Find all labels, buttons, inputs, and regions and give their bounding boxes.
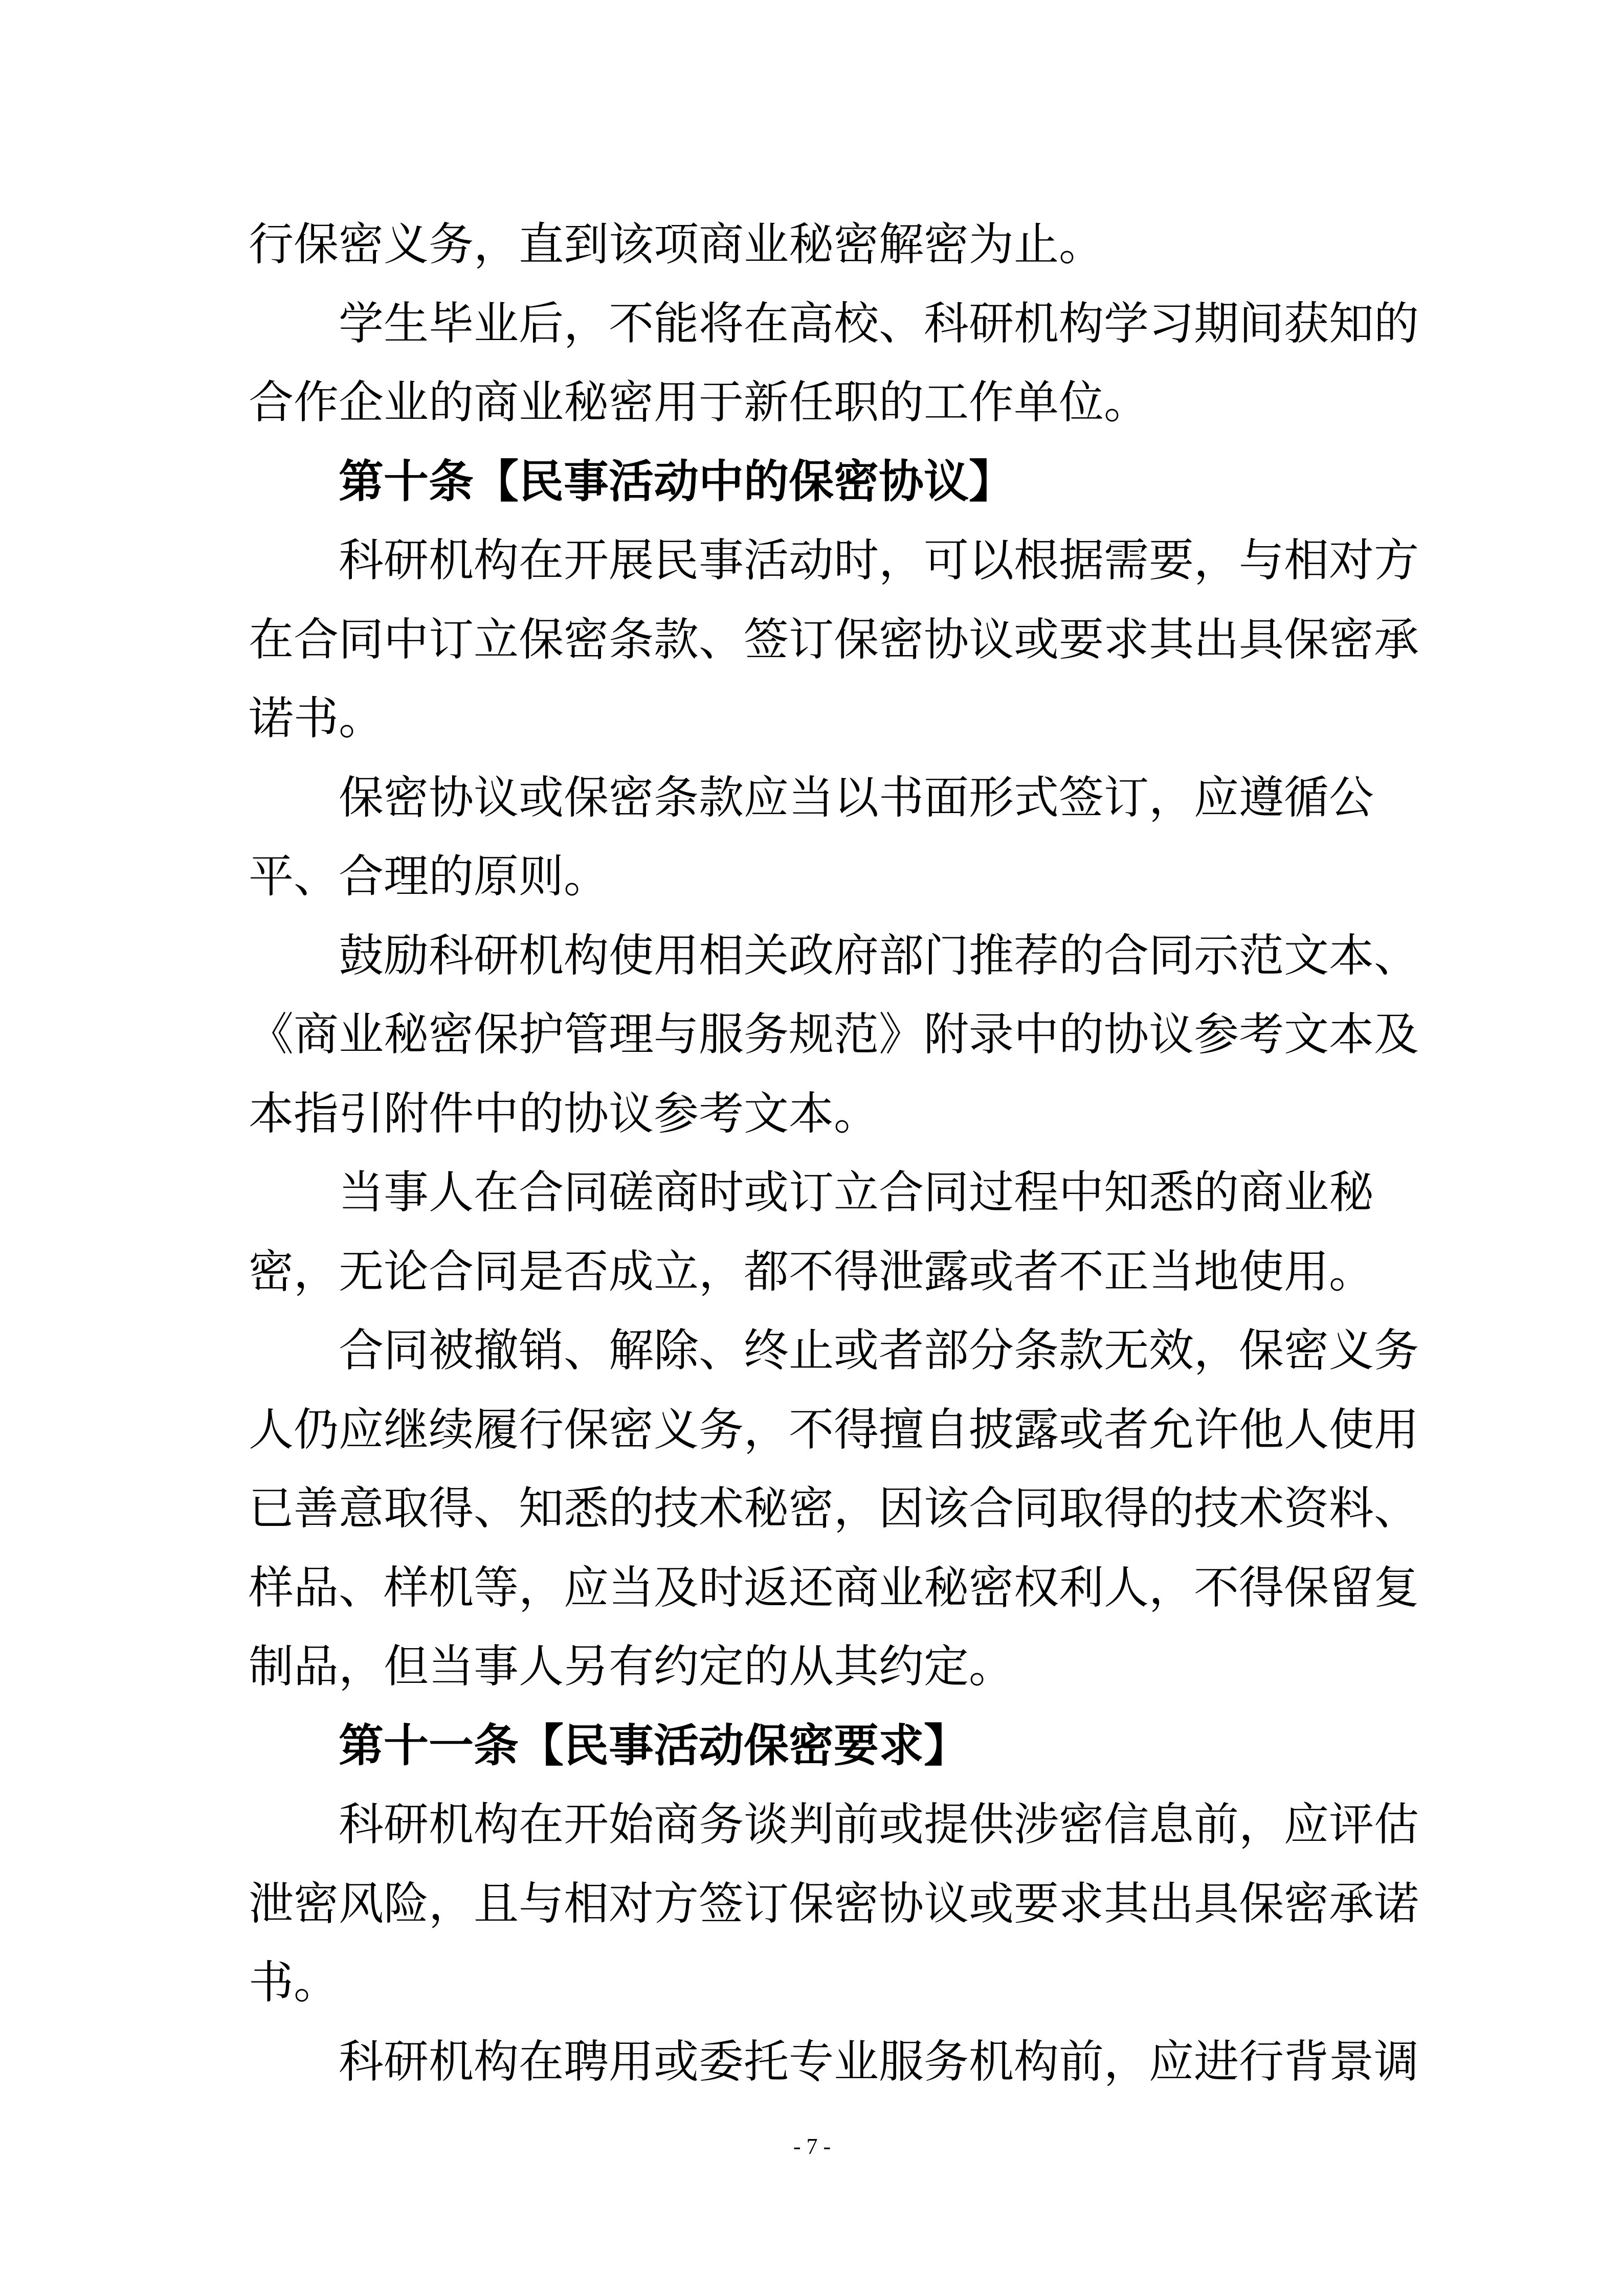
text-line: 在合同中订立保密条款、签订保密协议或要求其出具保密承 <box>249 615 1419 665</box>
text-line: 科研机构在开始商务谈判前或提供涉密信息前，应评估 <box>339 1800 1419 1850</box>
text-line: 科研机构在聘用或委托专业服务机构前，应进行背景调 <box>339 2037 1419 2087</box>
text-line: 《商业秘密保护管理与服务规范》附录中的协议参考文本及 <box>249 1010 1419 1060</box>
text-line: 科研机构在开展民事活动时，可以根据需要，与相对方 <box>339 536 1419 586</box>
heading-article-11: 第十一条【民事活动保密要求】 <box>339 1721 969 1771</box>
text-line: 合同被撤销、解除、终止或者部分条款无效，保密义务 <box>339 1326 1419 1376</box>
text-line: 样品、样机等，应当及时返还商业秘密权利人，不得保留复 <box>249 1563 1419 1613</box>
text-line: 平、合理的原则。 <box>249 852 609 902</box>
text-line: 合作企业的商业秘密用于新任职的工作单位。 <box>249 378 1149 428</box>
text-line: 诺书。 <box>249 694 384 744</box>
page-number: - 7 - <box>793 2134 831 2159</box>
text-line: 制品，但当事人另有约定的从其约定。 <box>249 1642 1014 1692</box>
text-line: 鼓励科研机构使用相关政府部门推荐的合同示范文本、 <box>339 931 1419 981</box>
text-line: 行保密义务，直到该项商业秘密解密为止。 <box>249 220 1104 270</box>
heading-article-10: 第十条【民事活动中的保密协议】 <box>339 457 1014 507</box>
text-line: 密，无论合同是否成立，都不得泄露或者不正当地使用。 <box>249 1247 1374 1297</box>
text-line: 本指引附件中的协议参考文本。 <box>249 1089 879 1139</box>
text-line: 学生毕业后，不能将在高校、科研机构学习期间获知的 <box>339 299 1419 349</box>
text-line: 泄密风险，且与相对方签订保密协议或要求其出具保密承诺 <box>249 1879 1419 1929</box>
document-body <box>249 206 1420 2102</box>
text-line: 人仍应继续履行保密义务，不得擅自披露或者允许他人使用 <box>249 1405 1419 1455</box>
text-line: 保密协议或保密条款应当以书面形式签订，应遵循公 <box>339 773 1374 823</box>
text-line: 当事人在合同磋商时或订立合同过程中知悉的商业秘 <box>339 1168 1374 1218</box>
text-line: 已善意取得、知悉的技术秘密，因该合同取得的技术资料、 <box>249 1484 1419 1534</box>
text-line: 书。 <box>249 1959 339 2008</box>
